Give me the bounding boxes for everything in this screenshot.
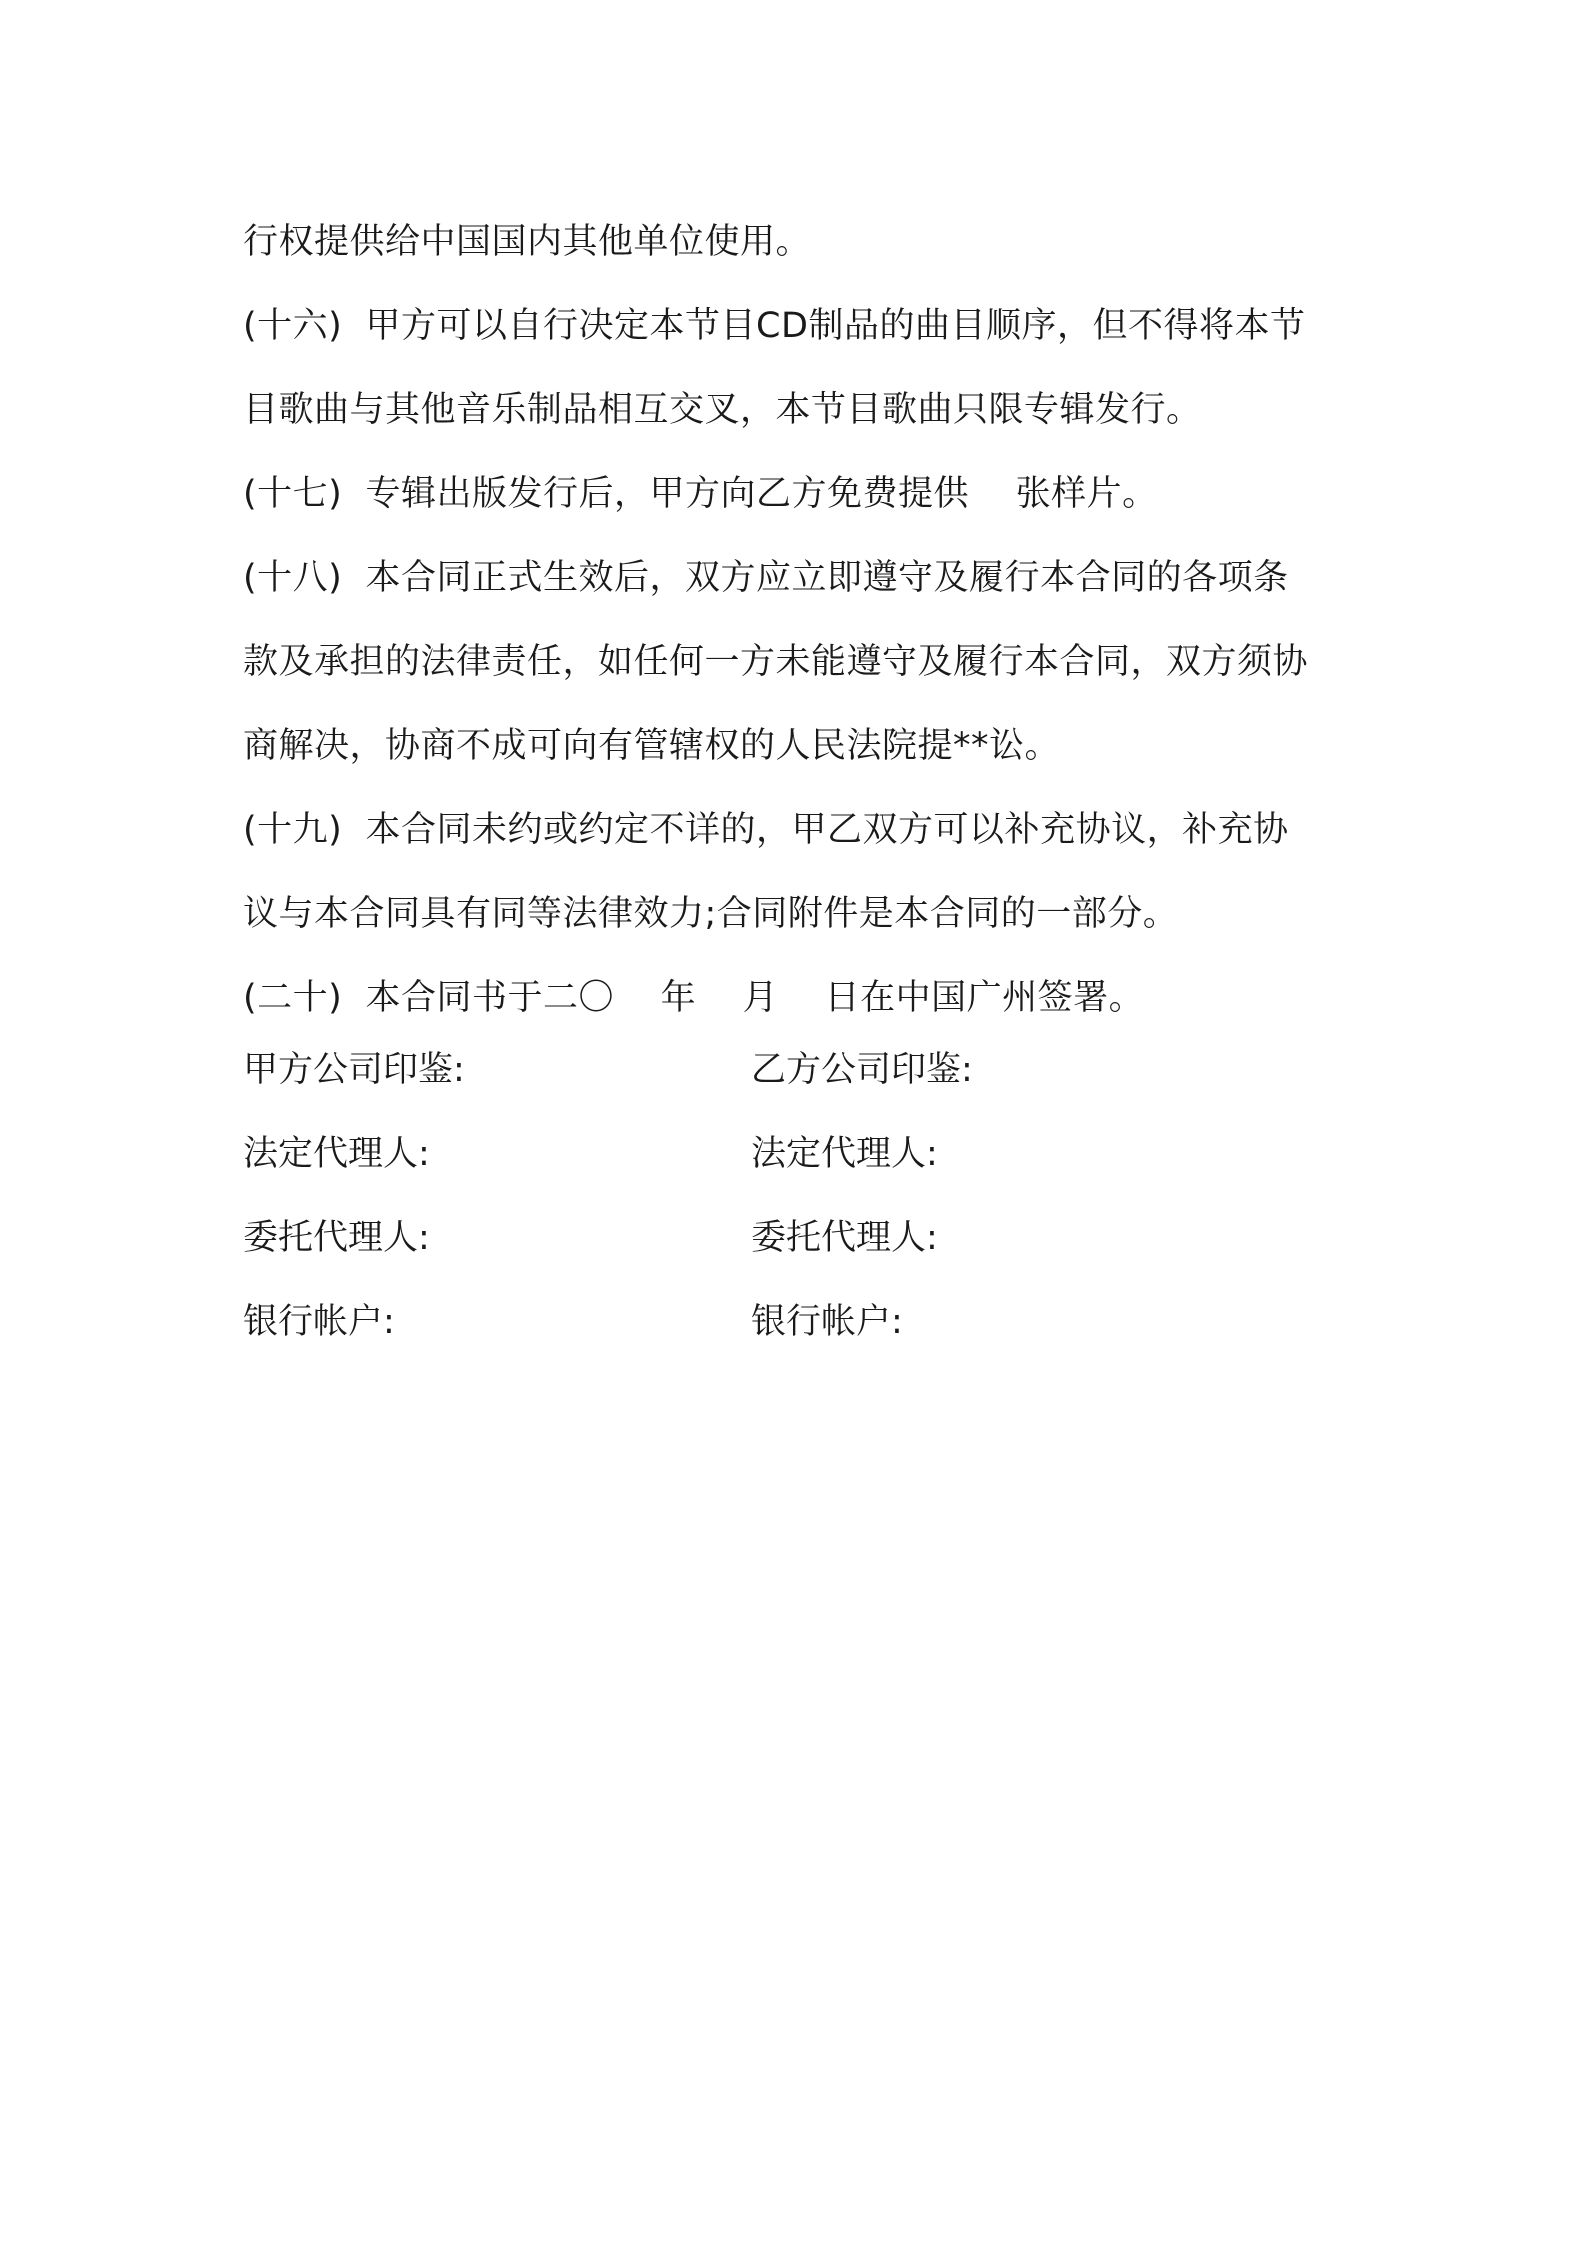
signature-row-legal-rep	[243, 1112, 1363, 1196]
contract-clauses	[243, 200, 1363, 1040]
clause-16-line-1: (十六) 甲方可以自行决定本节目CD制品的曲目顺序，但不得将本节	[243, 306, 1306, 346]
signature-row-seal	[243, 1028, 1363, 1112]
party-a-bank-label: 银行帐户:	[243, 1302, 395, 1342]
clause-19-line-1: (十九) 本合同未约或约定不详的，甲乙双方可以补充协议，补充协	[243, 810, 1289, 850]
signature-row-bank	[243, 1280, 1363, 1364]
party-a-agent-label: 委托代理人:	[243, 1218, 430, 1258]
signature-row-agent	[243, 1196, 1363, 1280]
clause-18-line-3: 商解决，协商不成可向有管辖权的人民法院提**讼。	[243, 726, 1061, 766]
party-a-seal-label: 甲方公司印鉴:	[243, 1050, 465, 1090]
party-b-legal-rep-label: 法定代理人:	[751, 1134, 938, 1174]
party-a-legal-rep-label: 法定代理人:	[243, 1134, 430, 1174]
clause-16-line-2: 目歌曲与其他音乐制品相互交叉，本节目歌曲只限专辑发行。	[243, 390, 1202, 430]
clause-line-continuation: 行权提供给中国国内其他单位使用。	[243, 222, 812, 262]
clause-19-line-2: 议与本合同具有同等法律效力;合同附件是本合同的一部分。	[243, 894, 1179, 934]
clause-20-line-1: (二十) 本合同书于二〇 年 月 日在中国广州签署。	[243, 978, 1145, 1018]
clause-18-line-1: (十八) 本合同正式生效后，双方应立即遵守及履行本合同的各项条	[243, 558, 1289, 598]
signature-block	[243, 1028, 1363, 1364]
clause-18-line-2: 款及承担的法律责任，如任何一方未能遵守及履行本合同，双方须协	[243, 642, 1309, 682]
party-b-bank-label: 银行帐户:	[751, 1302, 903, 1342]
party-b-seal-label: 乙方公司印鉴:	[751, 1050, 973, 1090]
clause-17-line-1: (十七) 专辑出版发行后，甲方向乙方免费提供 张样片。	[243, 474, 1158, 514]
party-b-agent-label: 委托代理人:	[751, 1218, 938, 1258]
